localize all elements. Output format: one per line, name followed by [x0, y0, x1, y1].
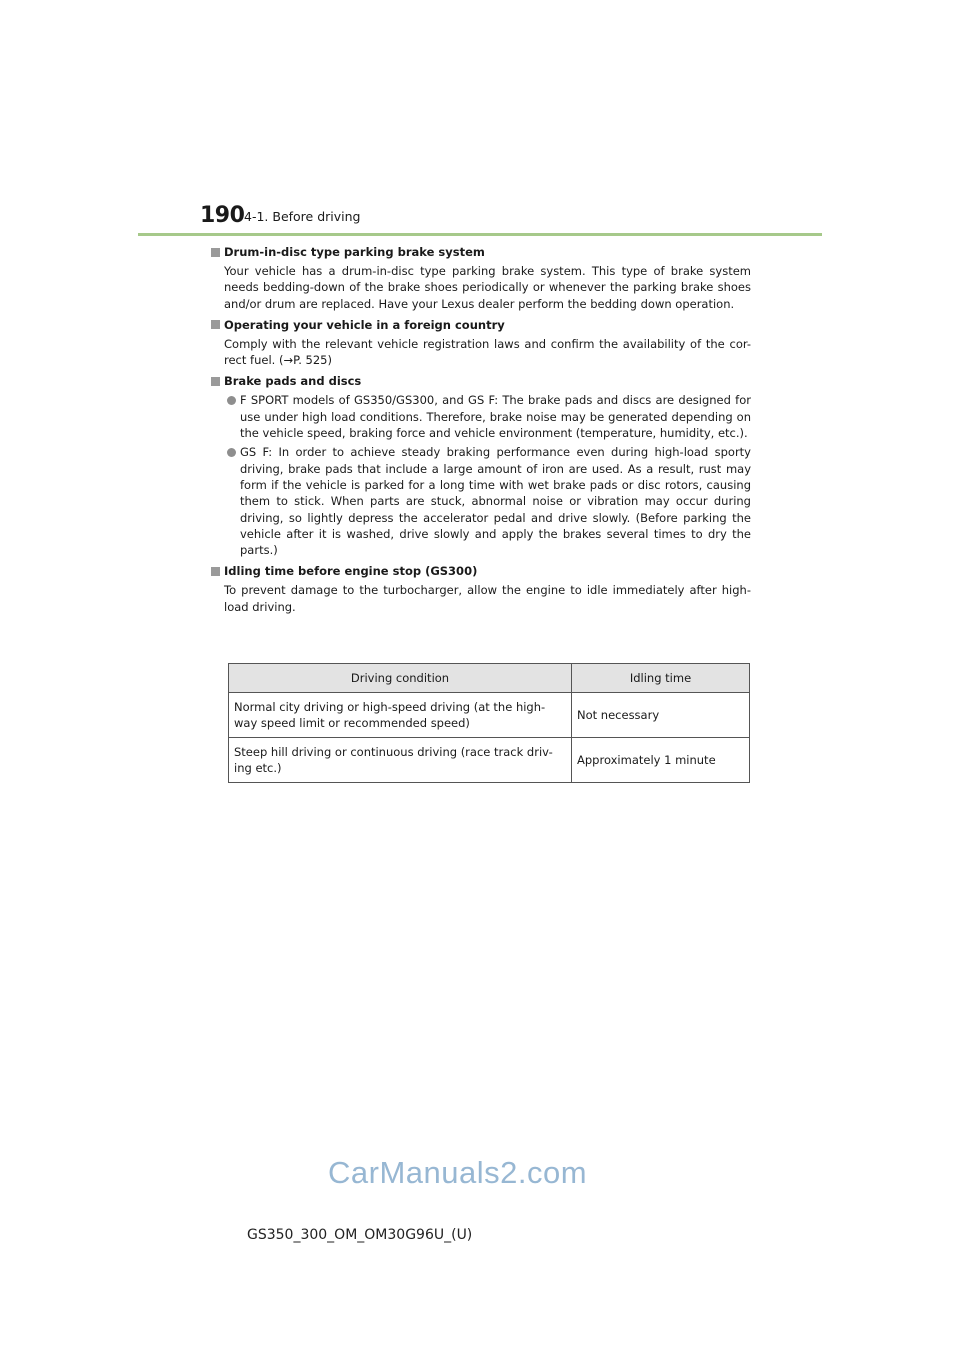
table-row — [229, 738, 750, 783]
table-cell: Not necessary — [572, 693, 750, 738]
square-bullet-icon — [211, 248, 220, 257]
round-bullet-icon — [227, 448, 236, 457]
square-bullet-icon — [211, 567, 220, 576]
section-title: Drum-in-disc type parking brake system — [224, 245, 485, 259]
section-brake-pads — [211, 373, 751, 558]
idling-time-table — [228, 663, 750, 783]
section-title: Brake pads and discs — [224, 374, 362, 389]
column-header-idling-time: Idling time — [572, 664, 750, 693]
bullet-text: GS F: In order to achieve steady braking performance even during high-load sporty driving, brake pads that include a large amount of iron are used. As a result, rust may form if the vehicle is parked for a long time with wet brake pads or disc rotors, causing them to stick. When parts are stuck, abnormal noise or vibration may occur during driving, so lightly depress the accelerator pedal and drive slowly. (Before parking the vehicle after it is washed, drive slowly and apply the brakes several times to dry the parts.) — [240, 445, 751, 558]
section-title: Operating your vehicle in a foreign country — [224, 317, 505, 332]
document-code: GS350_300_OM_OM30G96U_(U) — [247, 1227, 473, 1243]
bullet-item — [224, 444, 751, 558]
section-paragraph: To prevent damage to the turbocharger, allow the engine to idle immediately after high- load driving. — [224, 583, 751, 614]
table-cell: Steep hill driving or continuous driving (race track driv- ing etc.) — [229, 738, 572, 783]
square-bullet-icon — [211, 320, 220, 329]
section-paragraph: Comply with the relevant vehicle registration laws and confirm the availability of the cor- rect fuel. (→P. 525) — [224, 336, 751, 368]
section-foreign-country — [211, 317, 751, 369]
column-header-driving-condition: Driving condition — [229, 664, 572, 693]
bullet-text: F SPORT models of GS350/GS300, and GS F: The brake pads and discs are designed for use under high load conditions. Therefore, brake noise may be generated depending on the vehicle speed, braking force and vehicle environment (temperature, humidity, etc.). — [240, 393, 751, 441]
section-drum-in-disc — [211, 244, 751, 312]
square-bullet-icon — [211, 377, 220, 386]
chapter-title: 4-1. Before driving — [244, 209, 361, 224]
page-header — [200, 203, 820, 233]
table-row — [229, 693, 750, 738]
table-header-row — [229, 664, 750, 693]
section-title: Idling time before engine stop (GS300) — [224, 564, 478, 579]
round-bullet-icon — [227, 396, 236, 405]
watermark: CarManuals2.com — [328, 1155, 588, 1190]
page-number: 190 — [200, 203, 245, 228]
bullet-item — [224, 392, 751, 441]
section-paragraph: Your vehicle has a drum-in-disc type parking brake system. This type of brake system needs bedding-down of the brake shoes periodically or whenever the parking brake shoes and/or drum are replaced. Have your Lexus dealer perform the bedding down operation. — [224, 264, 751, 311]
section-idling-time — [211, 563, 751, 615]
table-cell: Normal city driving or high-speed driving (at the high- way speed limit or recommended speed) — [229, 693, 572, 738]
header-rule — [138, 233, 822, 236]
page-content — [211, 244, 751, 620]
table-cell: Approximately 1 minute — [572, 738, 750, 783]
